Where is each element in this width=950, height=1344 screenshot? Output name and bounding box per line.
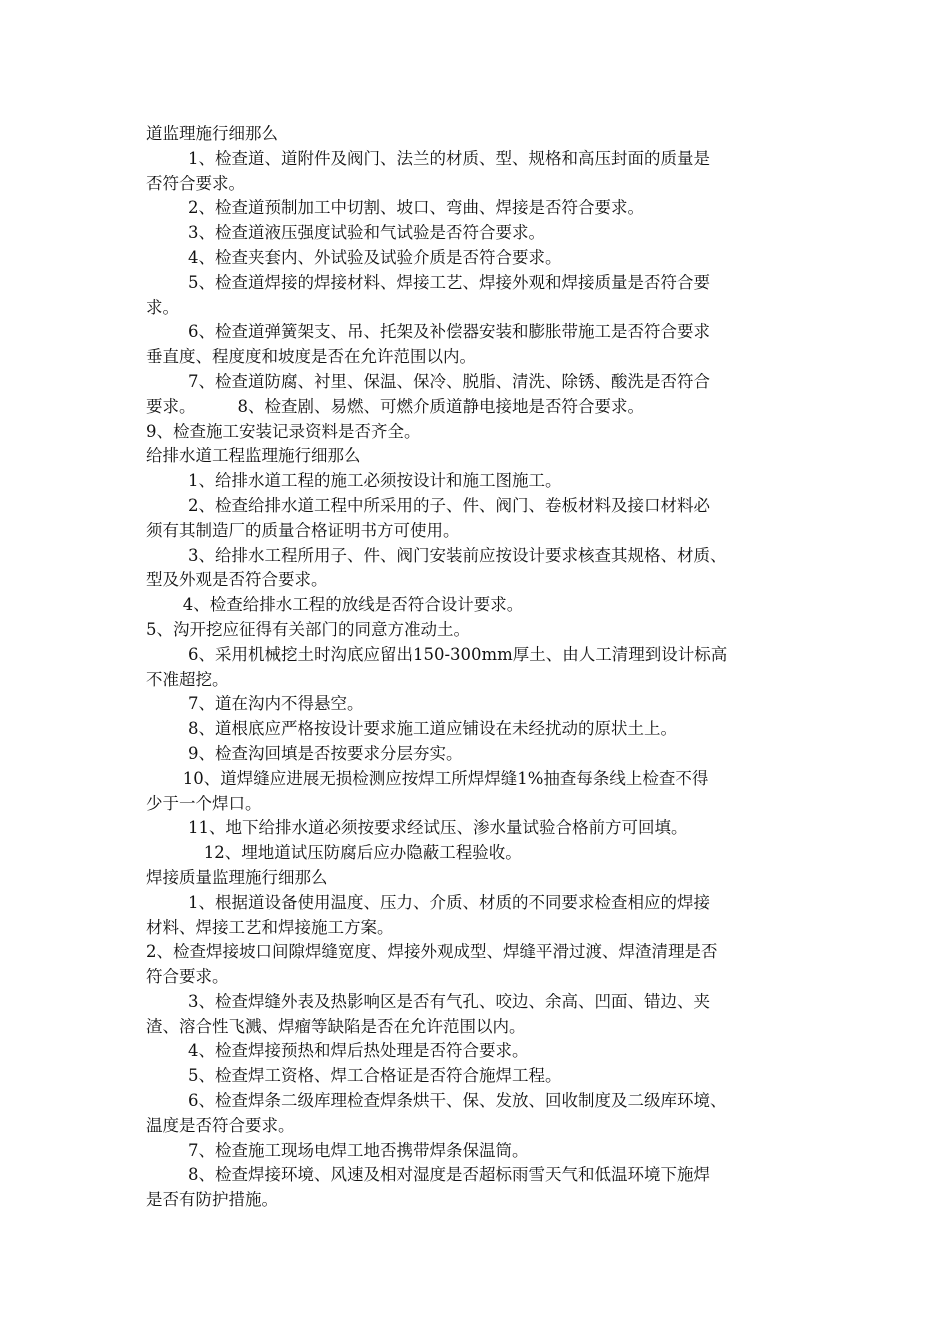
text-line: 2、检查道预制加工中切割、坡口、弯曲、焊接是否符合要求。 (146, 198, 644, 218)
heading-welding-quality-supervision: 焊接质量监理施行细那么 (146, 867, 328, 887)
text-line: 须有其制造厂的质量合格证明书方可使用。 (146, 520, 460, 540)
text-line: 不准超挖。 (146, 669, 229, 689)
heading-pipeline-supervision: 道监理施行细那么 (146, 124, 278, 143)
text-line: 4、检查焊接预热和焊后热处理是否符合要求。 (146, 1041, 529, 1061)
text-line: 3、检查焊缝外表及热影响区是否有气孔、咬边、余高、凹面、错边、夹 (146, 991, 710, 1011)
document-body (146, 122, 826, 1213)
text-line: 4、检查夹套内、外试验及试验介质是否符合要求。 (146, 247, 562, 267)
text-line: 否符合要求。 (146, 173, 245, 193)
text-line: 要求。 8、检查剧、易燃、可燃介质道静电接地是否符合要求。 (146, 396, 644, 416)
text-line: 12、埋地道试压防腐后应办隐蔽工程验收。 (146, 843, 522, 863)
text-line: 垂直度、程度度和坡度是否在允许范围以内。 (146, 347, 476, 367)
text-line: 5、沟开挖应征得有关部门的同意方准动土。 (146, 619, 470, 639)
text-line: 8、检查焊接环境、风速及相对湿度是否超标雨雪天气和低温环境下施焊 (146, 1165, 710, 1185)
text-line: 是否有防护措施。 (146, 1190, 278, 1210)
text-line: 6、检查道弹簧架支、吊、托架及补偿器安装和膨胀带施工是否符合要求 (146, 322, 710, 342)
text-line: 1、给排水道工程的施工必须按设计和施工图施工。 (146, 471, 562, 491)
text-line: 7、道在沟内不得悬空。 (146, 694, 364, 714)
text-line: 少于一个焊口。 (146, 793, 262, 813)
text-line: 9、检查施工安装记录资料是否齐全。 (146, 421, 421, 441)
text-line: 6、检查焊条二级库理检查焊条烘干、保、发放、回收制度及二级库环境、 (146, 1091, 727, 1111)
text-line: 6、采用机械挖土时沟底应留出150-300mm厚土、由人工清理到设计标高 (146, 644, 728, 664)
text-line: 9、检查沟回填是否按要求分层夯实。 (146, 743, 463, 763)
text-line: 5、检查道焊接的焊接材料、焊接工艺、焊接外观和焊接质量是否符合要 (146, 272, 710, 292)
text-line: 7、检查施工现场电焊工地否携带焊条保温筒。 (146, 1140, 529, 1160)
text-line: 求。 (146, 297, 179, 317)
text-line: 2、检查焊接坡口间隙焊缝宽度、焊接外观成型、焊缝平滑过渡、焊渣清理是否 (146, 942, 718, 962)
text-line: 温度是否符合要求。 (146, 1115, 295, 1135)
text-line: 材料、焊接工艺和焊接施工方案。 (146, 917, 394, 937)
text-line: 2、检查给排水道工程中所采用的子、件、阀门、卷板材料及接口材料必 (146, 495, 710, 515)
text-line: 8、道根底应严格按设计要求施工道应铺设在未经扰动的原状土上。 (146, 719, 677, 739)
text-line: 11、地下给排水道必须按要求经试压、渗水量试验合格前方可回填。 (146, 818, 688, 838)
text-line: 3、给排水工程所用子、件、阀门安装前应按设计要求核查其规格、材质、 (146, 545, 727, 565)
text-line: 符合要求。 (146, 967, 229, 987)
text-line: 1、根据道设备使用温度、压力、介质、材质的不同要求检查相应的焊接 (146, 892, 710, 912)
text-line: 4、检查给排水工程的放线是否符合设计要求。 (146, 595, 524, 615)
text-line: 5、检查焊工资格、焊工合格证是否符合施焊工程。 (146, 1066, 562, 1086)
text-line: 10、道焊缝应进展无损检测应按焊工所焊焊缝1%抽查每条线上检查不得 (146, 768, 709, 788)
text-line: 1、检查道、道附件及阀门、法兰的材质、型、规格和高压封面的质量是 (146, 148, 710, 168)
text-line: 3、检查道液压强度试验和气试验是否符合要求。 (146, 223, 545, 243)
text-line: 7、检查道防腐、衬里、保温、保冷、脱脂、清洗、除锈、酸洗是否符合 (146, 371, 710, 391)
text-line: 渣、溶合性飞溅、焊瘤等缺陷是否在允许范围以内。 (146, 1016, 526, 1036)
text-line: 型及外观是否符合要求。 (146, 570, 328, 590)
heading-water-supply-supervision: 给排水道工程监理施行细那么 (146, 446, 361, 466)
